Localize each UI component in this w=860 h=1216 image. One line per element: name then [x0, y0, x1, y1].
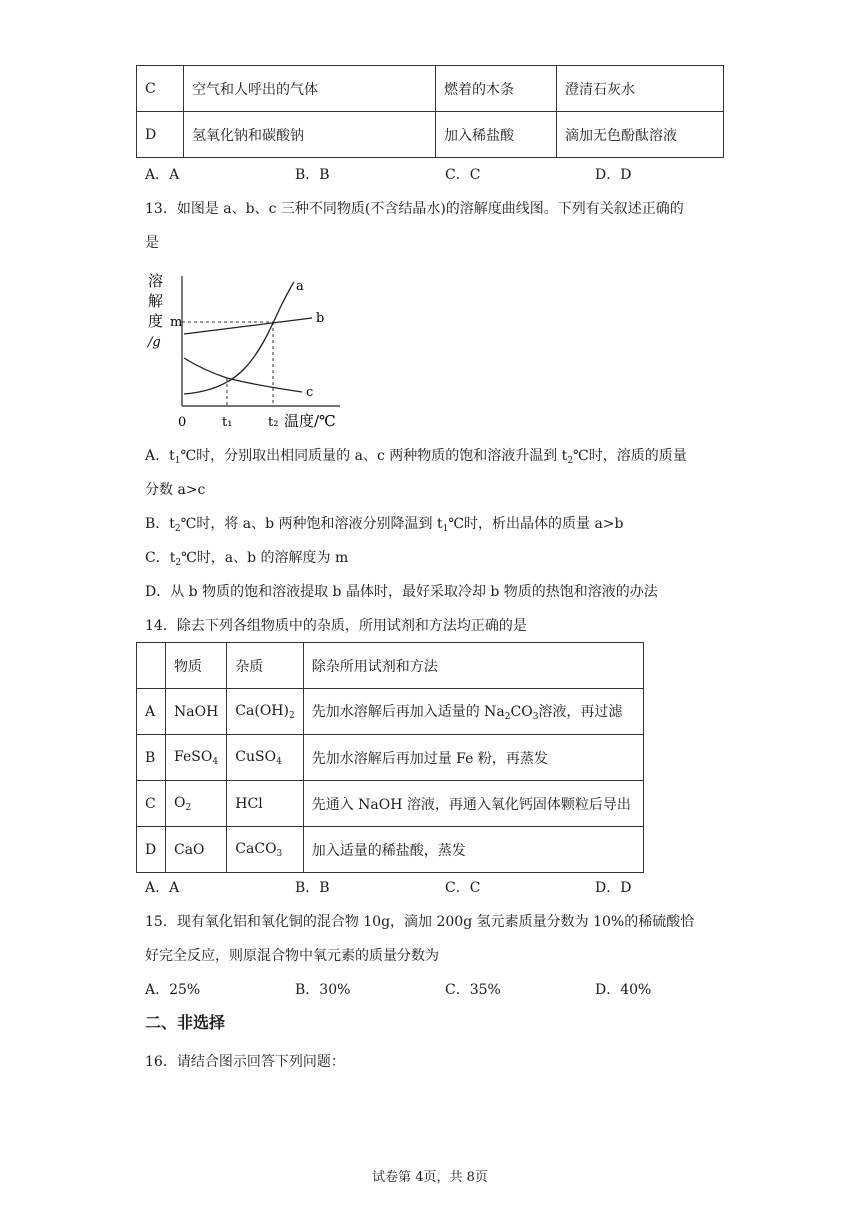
text: FeSO [174, 748, 213, 765]
table-cell: 燃着的木条 [436, 66, 557, 112]
method-cell: 先加水溶解后再加过量 Fe 粉，再蒸发 [303, 735, 643, 781]
q13-stem-line1: 13．如图是 a、b、c 三种不同物质(不含结晶水)的溶解度曲线图。下列有关叙述正确的 [145, 201, 684, 217]
text: 溶液，再过滤 [538, 704, 623, 720]
method-cell: 先通入 NaOH 溶液，再通入氧化钙固体颗粒后导出 [303, 781, 643, 827]
section-heading: 二、非选择 [145, 1013, 226, 1032]
subscript: 2 [567, 456, 574, 466]
substance-cell [166, 735, 227, 781]
text: ℃时，析出晶体的质量 a>b [448, 516, 624, 532]
option-c: C．C [445, 880, 481, 896]
table-row [137, 781, 644, 827]
impurity-cell [227, 689, 303, 735]
text: ℃时，分别取出相同质量的 a、c 两种物质的饱和溶液升温到 t [180, 448, 568, 464]
curve-a [184, 282, 294, 394]
curve-c [184, 358, 302, 392]
text: A．t [145, 448, 175, 464]
row-label: D [137, 827, 166, 873]
subscript: 2 [174, 524, 181, 534]
q12-table [136, 65, 724, 158]
row-label: C [137, 66, 184, 112]
substance-cell: NaOH [166, 689, 227, 735]
header-cell [137, 643, 166, 689]
text: CO [510, 704, 533, 720]
substance-cell [166, 781, 227, 827]
q14-table [136, 642, 644, 873]
table-row [137, 735, 644, 781]
subscript: 1 [174, 456, 181, 466]
row-label: A [137, 689, 166, 735]
text: O [174, 794, 186, 811]
option-a: A．A [145, 167, 180, 183]
t2-label: t₂ [268, 415, 279, 430]
q13-option-a-line2: 分数 a>c [145, 482, 206, 498]
option-b: B．30% [295, 982, 351, 998]
table-cell: 滴加无色酚酞溶液 [557, 112, 724, 158]
option-a: A．A [145, 880, 180, 896]
subscript: 2 [185, 802, 192, 813]
header-cell: 杂质 [227, 643, 303, 689]
table-row [137, 112, 724, 158]
table-header-row [137, 643, 644, 689]
curve-c-label: c [306, 385, 314, 400]
q13-option-d: D．从 b 物质的饱和溶液提取 b 晶体时，最好采取冷却 b 物质的热饱和溶液的办法 [145, 584, 658, 600]
table-cell: 加入稀盐酸 [436, 112, 557, 158]
y-label-unit: /g [148, 335, 161, 350]
q13-option-c [145, 548, 348, 573]
curve-b [184, 318, 312, 334]
y-label-char: 溶 [148, 272, 164, 290]
impurity-cell [227, 827, 303, 873]
row-label: C [137, 781, 166, 827]
page-footer: 试卷第 4页，共 8页 [372, 1170, 488, 1185]
table-row [137, 66, 724, 112]
impurity-cell: HCl [227, 781, 303, 827]
q13-option-a-line1 [145, 446, 687, 471]
option-a: A．25% [145, 982, 201, 998]
header-cell: 物质 [166, 643, 227, 689]
q15-stem-line1: 15．现有氧化铝和氧化铜的混合物 10g，滴加 200g 氢元素质量分数为 10%的稀硫酸恰 [145, 914, 695, 930]
row-label: D [137, 112, 184, 158]
text: 先加水溶解后再加入适量的 Na [311, 704, 505, 720]
row-label: B [137, 735, 166, 781]
table-cell: 氢氧化钠和碳酸钠 [184, 112, 436, 158]
subscript: 3 [532, 712, 539, 722]
subscript: 4 [276, 756, 282, 767]
subscript: 2 [175, 558, 182, 568]
text: B．t [145, 516, 175, 532]
impurity-cell [227, 735, 303, 781]
y-label-char: 解 [148, 292, 164, 310]
origin-label: 0 [178, 415, 187, 430]
q13-option-b [145, 514, 624, 539]
curve-b-label: b [316, 311, 325, 326]
text: ℃时，溶质的质量 [573, 448, 687, 464]
q14-stem: 14．除去下列各组物质中的杂质，所用试剂和方法均正确的是 [145, 618, 527, 634]
option-b: B．B [295, 167, 330, 183]
substance-cell: CaO [166, 827, 227, 873]
x-axis-label: 温度/℃ [284, 412, 336, 430]
q13-stem-line2: 是 [145, 235, 159, 251]
text: Ca(OH) [235, 702, 289, 719]
table-row [137, 827, 644, 873]
solubility-curve-figure [140, 268, 360, 433]
q15-stem-line2: 好完全反应，则原混合物中氧元素的质量分数为 [145, 948, 439, 964]
subscript: 1 [442, 524, 449, 534]
curve-a-label: a [296, 279, 304, 294]
table-cell: 澄清石灰水 [557, 66, 724, 112]
table-row [137, 689, 644, 735]
method-cell: 加入适量的稀盐酸，蒸发 [303, 827, 643, 873]
text: C．t [145, 550, 176, 566]
option-c: C．35% [445, 982, 501, 998]
option-d: D．D [595, 880, 632, 896]
table-cell: 空气和人呼出的气体 [184, 66, 436, 112]
method-cell [303, 689, 643, 735]
y-label-char: 度 [148, 312, 164, 330]
subscript: 4 [212, 756, 219, 767]
option-d: D．40% [595, 982, 652, 998]
option-c: C．C [445, 167, 481, 183]
subscript: 2 [504, 712, 511, 722]
text: ℃时，将 a、b 两种饱和溶液分别降温到 t [180, 516, 443, 532]
text: CaCO [235, 840, 277, 857]
q16-stem: 16．请结合图示回答下列问题： [145, 1054, 345, 1070]
header-cell: 除杂所用试剂和方法 [303, 643, 643, 689]
m-label: m [170, 315, 183, 330]
option-d: D．D [595, 167, 632, 183]
t1-label: t₁ [222, 415, 233, 430]
text: ℃时，a、b 的溶解度为 m [181, 550, 349, 566]
subscript: 3 [276, 848, 283, 859]
option-b: B．B [295, 880, 330, 896]
text: CuSO [235, 748, 277, 765]
subscript: 2 [288, 710, 295, 721]
